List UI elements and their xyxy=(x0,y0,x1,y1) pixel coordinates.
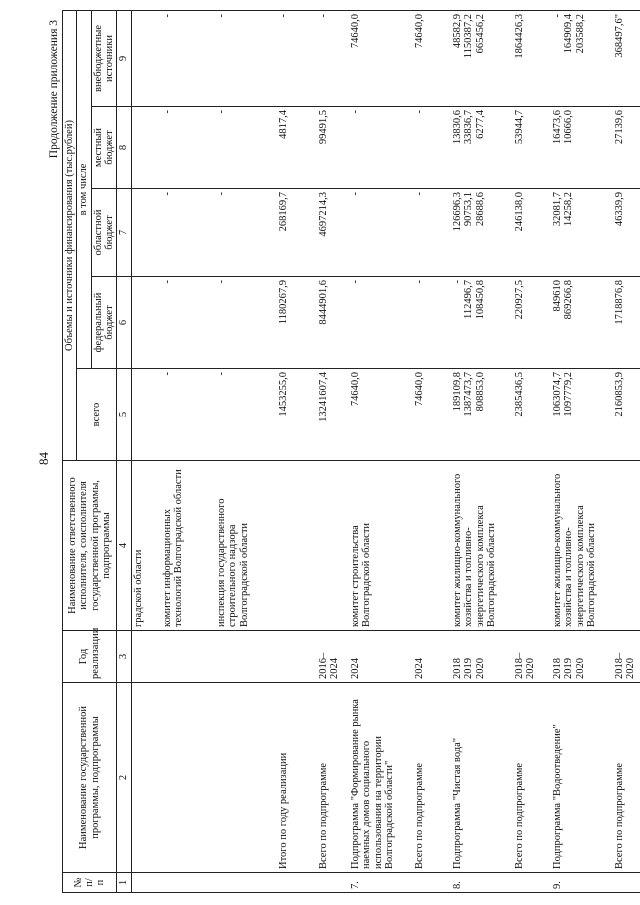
cell-loc: - xyxy=(349,107,413,189)
cell-year xyxy=(131,631,161,683)
cell-reg: 268169,7 xyxy=(277,189,317,277)
cell-ext: 74640,0 xyxy=(349,10,413,106)
cell-no xyxy=(613,873,640,893)
cell-year: 2018 2019 2020 xyxy=(451,631,513,683)
cell-fed: 1718876,8 xyxy=(613,277,640,369)
cell-ext: 48582,9 1150387,2 665456,2 xyxy=(451,10,513,106)
cell-exec xyxy=(613,461,640,631)
cell-fed: 8444901,6 xyxy=(317,277,349,369)
cell-exec xyxy=(413,461,451,631)
cell-no xyxy=(277,873,317,893)
cell-no xyxy=(131,873,161,893)
cell-year: 2024 xyxy=(349,631,413,683)
cell-reg xyxy=(131,189,161,277)
cell-exec: комитет жилищно-коммунального хозяйства и топливно-энергетического комплекса Волгоградской области xyxy=(451,461,513,631)
cell-loc xyxy=(131,107,161,189)
col-ext-header: внебюджетные источники xyxy=(91,10,117,106)
cell-loc: 99491,5 xyxy=(317,107,349,189)
cell-reg: - xyxy=(215,189,277,277)
cell-total xyxy=(131,369,161,461)
cell-name: Подпрограмма "Водоотведение" xyxy=(551,683,613,873)
col-year-header: Год реализации xyxy=(63,631,117,683)
cell-name xyxy=(131,683,161,873)
cell-year: 2018–2020 xyxy=(513,631,551,683)
cell-name: Всего по подпрограмме xyxy=(513,683,551,873)
col-number: 9 xyxy=(117,10,131,106)
cell-exec: комитет строительства Волгоградской области xyxy=(349,461,413,631)
cell-fed: - xyxy=(349,277,413,369)
cell-year xyxy=(215,631,277,683)
cell-ext: 1864426,3 xyxy=(513,10,551,106)
col-reg-header: областной бюджет xyxy=(91,189,117,277)
col-total-header: всего xyxy=(77,369,117,461)
cell-reg: 126696,3 90753,1 28688,6 xyxy=(451,189,513,277)
cell-total: 74640,0 xyxy=(413,369,451,461)
cell-name: Подпрограмма "Чистая вода" xyxy=(451,683,513,873)
col-number: 4 xyxy=(117,461,131,631)
col-incl-header: в том числе xyxy=(77,10,91,368)
cell-exec: градской области xyxy=(131,461,161,631)
cell-fed: 1180267,9 xyxy=(277,277,317,369)
cell-fed: - xyxy=(215,277,277,369)
cell-no xyxy=(317,873,349,893)
cell-exec: комитет информационных технологий Волгоградской области xyxy=(161,461,215,631)
cell-no: 9. xyxy=(551,873,613,893)
table-row xyxy=(551,10,613,892)
cell-reg: - xyxy=(413,189,451,277)
cell-name: Всего по подпрограмме xyxy=(413,683,451,873)
col-fed-header: федеральный бюджет xyxy=(91,277,117,369)
cell-reg: 4697214,3 xyxy=(317,189,349,277)
cell-total: 2160853,9 xyxy=(613,369,640,461)
cell-fed: 220927,5 xyxy=(513,277,551,369)
table-row xyxy=(413,10,451,892)
cell-exec: комитет жилищно-коммунального хозяйства и топливно-энергетического комплекса Волгоградской области xyxy=(551,461,613,631)
cell-ext: - xyxy=(215,10,277,106)
cell-ext xyxy=(131,10,161,106)
cell-name: Всего по подпрограмме xyxy=(317,683,349,873)
table-row xyxy=(513,10,551,892)
page-number: 84 xyxy=(36,452,51,465)
cell-exec xyxy=(277,461,317,631)
cell-no xyxy=(215,873,277,893)
cell-fed: - 112496,7 108450,8 xyxy=(451,277,513,369)
cell-no: 8. xyxy=(451,873,513,893)
col-loc-header: местный бюджет xyxy=(91,107,117,189)
col-number: 6 xyxy=(117,277,131,369)
cell-no xyxy=(413,873,451,893)
cell-ext: - xyxy=(161,10,215,106)
cell-loc: - xyxy=(413,107,451,189)
cell-ext: 368497,6" xyxy=(613,10,640,106)
table-row xyxy=(613,10,640,892)
cell-year xyxy=(277,631,317,683)
col-number: 8 xyxy=(117,107,131,189)
cell-fed: 849610 869266,8 xyxy=(551,277,613,369)
cell-year xyxy=(161,631,215,683)
cell-year: 2024 xyxy=(413,631,451,683)
col-no-header: № п/п xyxy=(63,873,117,893)
col-number: 5 xyxy=(117,369,131,461)
cell-reg: 246138,0 xyxy=(513,189,551,277)
table-row xyxy=(317,10,349,892)
cell-year: 2018–2020 xyxy=(613,631,640,683)
col-name-header: Наименование государственной программы, подпрограммы xyxy=(63,683,117,873)
cell-year: 2018 2019 2020 xyxy=(551,631,613,683)
table-row xyxy=(451,10,513,892)
cell-name xyxy=(215,683,277,873)
col-number: 7 xyxy=(117,189,131,277)
col-exec-header: Наименование ответственного исполнителя, соисполнителя государственной программы, подпрограммы xyxy=(63,461,117,631)
cell-name: Подпрограмма "Формирование рынка наемных домов социального использования на территории Волгоградской области" xyxy=(349,683,413,873)
cell-exec: инспекция государственного строительного надзора Волгоградской области xyxy=(215,461,277,631)
col-number: 1 xyxy=(117,873,131,893)
table-row xyxy=(161,10,215,892)
continuation-label: Продолжение приложения 3 xyxy=(48,20,60,159)
cell-no xyxy=(513,873,551,893)
table-row xyxy=(349,10,413,892)
cell-fed: - xyxy=(161,277,215,369)
cell-exec xyxy=(513,461,551,631)
cell-loc: 13830,6 33836,7 6277,4 xyxy=(451,107,513,189)
cell-total: 13241607,4 xyxy=(317,369,349,461)
table-row xyxy=(215,10,277,892)
cell-year: 2016–2024 xyxy=(317,631,349,683)
cell-name: Итого по году реализации xyxy=(277,683,317,873)
financing-table xyxy=(62,10,640,893)
table-row xyxy=(277,10,317,892)
table-row xyxy=(131,10,161,892)
cell-loc: 53944,7 xyxy=(513,107,551,189)
cell-total: 189109,8 1387473,7 808853,0 xyxy=(451,369,513,461)
cell-reg: - xyxy=(161,189,215,277)
cell-total: - xyxy=(215,369,277,461)
cell-reg: - xyxy=(349,189,413,277)
cell-loc: 4817,4 xyxy=(277,107,317,189)
cell-total: 74640,0 xyxy=(349,369,413,461)
cell-loc: 16473,6 10666,0 xyxy=(551,107,613,189)
cell-total: - xyxy=(161,369,215,461)
cell-reg: 32081,7 14258,2 xyxy=(551,189,613,277)
cell-name xyxy=(161,683,215,873)
cell-ext: - 164909,4 203588,2 xyxy=(551,10,613,106)
cell-fed: - xyxy=(413,277,451,369)
cell-total: 2385436,5 xyxy=(513,369,551,461)
cell-fed xyxy=(131,277,161,369)
cell-loc: - xyxy=(215,107,277,189)
col-number: 3 xyxy=(117,631,131,683)
cell-ext: - xyxy=(277,10,317,106)
cell-loc: 27139,6 xyxy=(613,107,640,189)
cell-ext: - xyxy=(317,10,349,106)
cell-total: 1063074,7 1097779,2 xyxy=(551,369,613,461)
cell-reg: 46339,9 xyxy=(613,189,640,277)
col-volumes-header: Объемы и источники финансирования (тыс.рублей) xyxy=(63,10,77,460)
cell-no xyxy=(161,873,215,893)
cell-total: 1453255,0 xyxy=(277,369,317,461)
col-number: 2 xyxy=(117,683,131,873)
cell-name: Всего по подпрограмме xyxy=(613,683,640,873)
cell-loc: - xyxy=(161,107,215,189)
cell-ext: 74640,0 xyxy=(413,10,451,106)
cell-exec xyxy=(317,461,349,631)
cell-no: 7. xyxy=(349,873,413,893)
